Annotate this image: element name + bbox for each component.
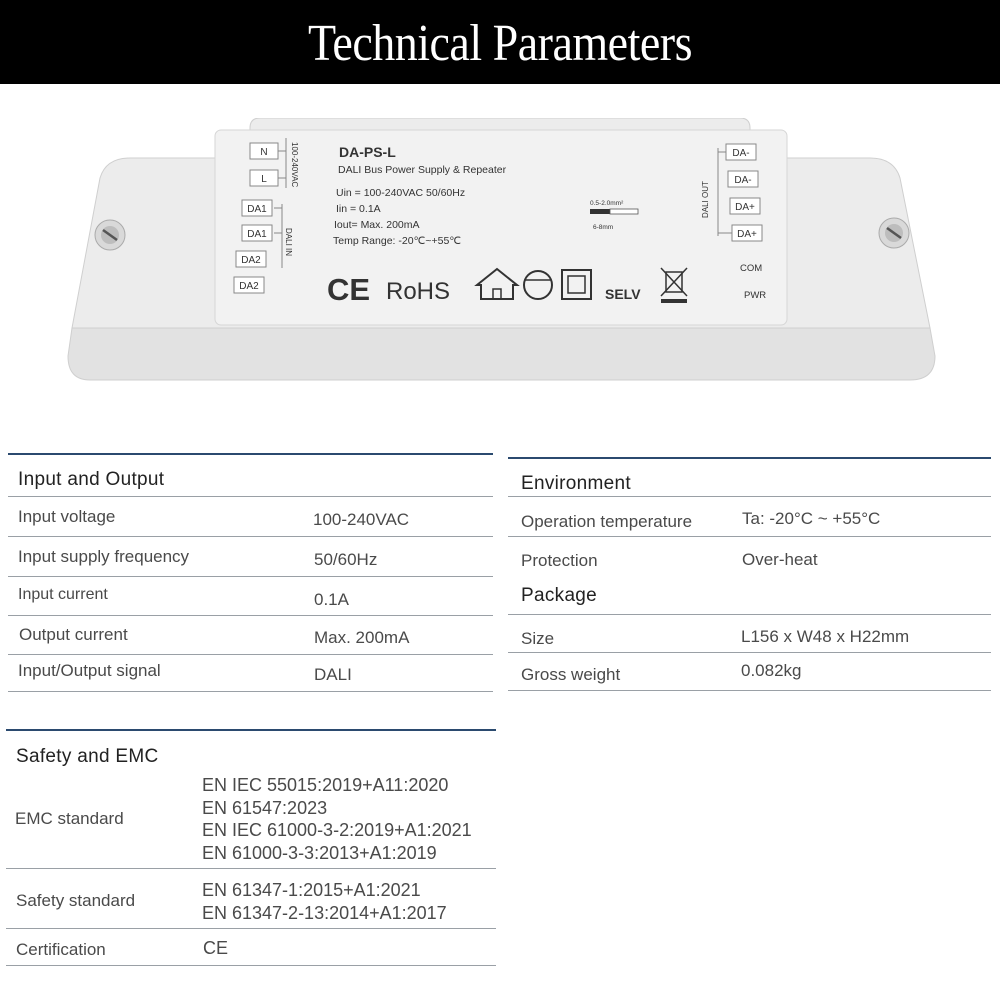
table-header-row [6, 731, 496, 771]
row-value: L156 x W48 x H22mm [741, 627, 910, 646]
product-subtitle: DALI Bus Power Supply & Repeater [338, 164, 507, 176]
safety-standards-list [202, 879, 447, 924]
table-row [508, 537, 991, 575]
terminal-n: N [260, 147, 268, 158]
terminal-da-plus-a: DA+ [735, 202, 755, 213]
table-header-row [508, 575, 991, 615]
row-label: Input/Output signal [18, 661, 161, 680]
table-row [8, 497, 493, 537]
row-value: 50/60Hz [314, 550, 378, 569]
terminal-da-minus-a: DA- [732, 148, 750, 159]
emc-standard: EN 61547:2023 [202, 797, 328, 818]
page-title: Technical Parameters [308, 13, 692, 71]
safety-emc-table [6, 729, 496, 967]
row-label: Protection [521, 551, 598, 570]
emc-standard: EN 61000-3-3:2013+A1:2019 [202, 842, 437, 863]
row-label: Input current [18, 586, 108, 603]
spec-iin: Iin = 0.1A [336, 203, 381, 215]
spec-temp: Temp Range: -20℃~+55℃ [333, 235, 462, 247]
table-row [8, 537, 493, 577]
emc-standard: EN IEC 55015:2019+A11:2020 [202, 775, 449, 795]
row-label: Input voltage [18, 507, 116, 526]
dali-in-label: DALI IN [284, 228, 293, 257]
wire-gauge: 0.5-2.0mm² [590, 200, 624, 207]
row-value: Over-heat [742, 550, 818, 569]
input-output-table [8, 453, 493, 693]
row-value: Max. 200mA [314, 628, 410, 647]
product-illustration [60, 118, 940, 388]
terminal-da-minus-b: DA- [734, 175, 752, 186]
row-label: Size [521, 629, 555, 648]
terminal-da1-a: DA1 [247, 204, 267, 215]
table-row [8, 616, 493, 655]
terminal-da2-b: DA2 [239, 281, 259, 292]
environment-heading: Environment [521, 473, 631, 494]
terminal-da-plus-b: DA+ [737, 229, 757, 240]
emc-standards-list [202, 774, 472, 864]
row-value: 0.082kg [741, 661, 802, 680]
table-row [508, 497, 991, 537]
row-label: Safety standard [16, 891, 136, 910]
table-header-row [508, 459, 991, 497]
table-row [6, 929, 496, 966]
terminal-da2-a: DA2 [241, 255, 261, 266]
table-row [508, 653, 991, 691]
indicator-pwr: PWR [744, 290, 767, 301]
row-label: Operation temperature [521, 512, 693, 531]
spec-uin: Uin = 100-240VAC 50/60Hz [336, 187, 466, 199]
safety-standard: EN 61347-1:2015+A1:2021 [202, 880, 421, 900]
row-value: Ta: -20°C ~ +55°C [742, 509, 881, 528]
input-output-heading: Input and Output [18, 469, 165, 490]
table-header-row [8, 455, 493, 497]
title-banner [0, 0, 1000, 84]
table-row [6, 771, 496, 869]
safety-standard: EN 61347-2-13:2014+A1:2017 [202, 902, 447, 923]
row-value: CE [203, 938, 229, 958]
table-row [8, 655, 493, 692]
row-label: EMC standard [15, 809, 124, 828]
terminal-da1-b: DA1 [247, 229, 267, 240]
table-row [6, 869, 496, 929]
row-value: DALI [314, 665, 352, 684]
indicator-com: COM [740, 263, 763, 274]
ce-mark: CE [327, 272, 371, 307]
row-value: 100-240VAC [313, 510, 410, 529]
emc-standard: EN IEC 61000-3-2:2019+A1:2021 [202, 820, 472, 840]
table-row [8, 577, 493, 616]
product-image [60, 118, 940, 388]
rohs-mark: RoHS [386, 278, 451, 305]
table-row [508, 615, 991, 653]
row-label: Input supply frequency [18, 547, 190, 566]
mains-label: 100-240VAC [290, 142, 299, 188]
selv-mark: SELV [605, 286, 641, 302]
product-model: DA-PS-L [339, 144, 396, 160]
row-value: 0.1A [314, 590, 349, 609]
terminal-l: L [261, 174, 267, 185]
wire-strip-length: 6-8mm [593, 224, 614, 231]
package-heading: Package [521, 585, 598, 606]
row-label: Output current [19, 625, 128, 644]
row-label: Gross weight [521, 665, 621, 684]
safety-heading: Safety and EMC [16, 746, 159, 767]
environment-package-table [508, 457, 991, 693]
spec-iout: Iout= Max. 200mA [334, 219, 420, 231]
dali-out-label: DALI OUT [701, 181, 710, 218]
row-label: Certification [16, 940, 106, 959]
